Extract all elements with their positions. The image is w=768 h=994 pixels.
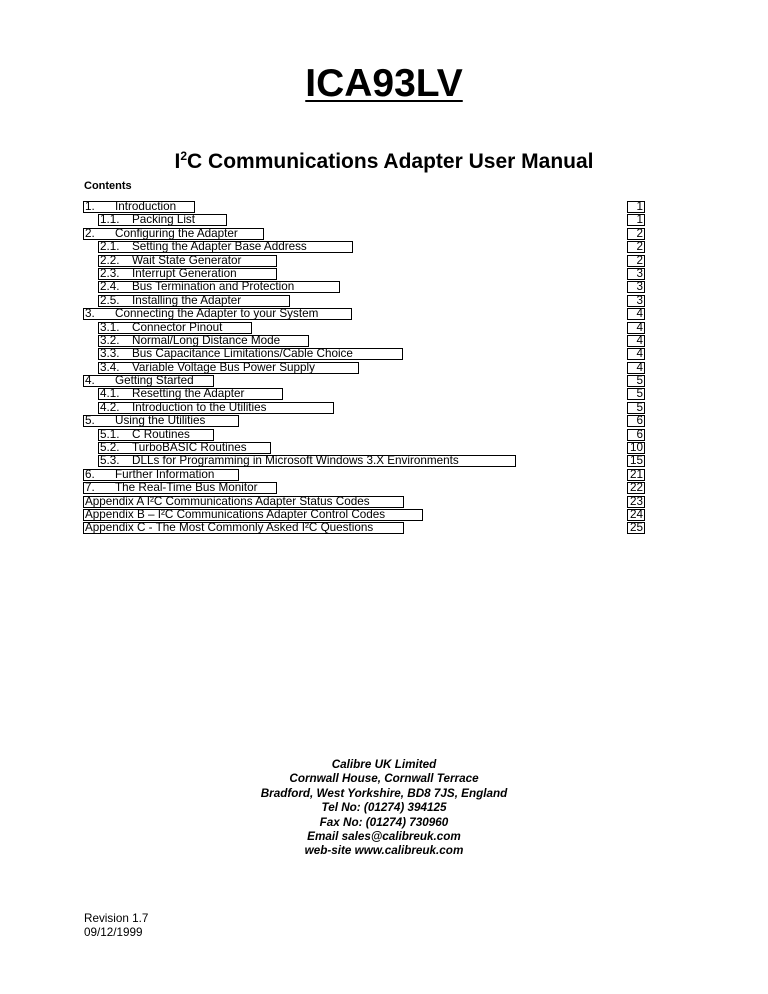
toc-entry[interactable]	[83, 388, 645, 401]
toc-entry-label: Installing the Adapter	[132, 293, 242, 307]
toc-entry-number: 3.3.	[100, 347, 120, 361]
toc-entry-label: Wait State Generator	[132, 253, 242, 267]
toc-entry-number: 5.	[85, 414, 95, 428]
toc-entry-page-number: 4	[636, 307, 643, 321]
toc-entry-page-number: 21	[629, 467, 643, 481]
toc-entry[interactable]	[83, 281, 645, 294]
toc-entry[interactable]	[83, 429, 645, 442]
subtitle-rest: C Communications Adapter User Manual	[187, 150, 594, 173]
toc-entry-number: 2.4.	[100, 280, 120, 294]
toc-entry-number: 3.	[85, 307, 95, 321]
toc-entry[interactable]	[83, 496, 645, 509]
toc-entry-label: Bus Capacitance Limitations/Cable Choice	[132, 347, 353, 361]
toc-entry-label: Appendix B – I²C Communications Adapter Control Codes	[85, 507, 386, 521]
toc-entry[interactable]	[83, 442, 645, 455]
contents-heading: Contents	[84, 180, 132, 192]
toc-entry-label: The Real-Time Bus Monitor	[115, 481, 258, 495]
toc-entry-number: 5.3.	[100, 454, 120, 468]
toc-entry[interactable]	[83, 268, 645, 281]
table-of-contents	[83, 201, 645, 536]
toc-entry-page-number: 4	[636, 347, 643, 361]
toc-entry-page-number: 15	[629, 454, 643, 468]
toc-entry-label: Using the Utilities	[115, 414, 206, 428]
document-subtitle	[0, 150, 768, 174]
toc-entry[interactable]	[83, 295, 645, 308]
toc-entry[interactable]	[83, 509, 645, 522]
toc-entry-page-number: 2	[636, 253, 643, 267]
revision-block	[84, 912, 148, 941]
toc-entry-page-number: 5	[636, 387, 643, 401]
toc-entry-number: 2.3.	[100, 266, 120, 280]
revision-date: 09/12/1999	[84, 926, 143, 940]
toc-entry-page-number: 10	[629, 441, 643, 455]
toc-entry-label: Configuring the Adapter	[115, 226, 238, 240]
toc-entry-page-number: 4	[636, 333, 643, 347]
toc-entry-label: Introduction	[115, 200, 177, 213]
address-line-1: Cornwall House, Cornwall Terrace	[289, 772, 479, 786]
toc-entry[interactable]	[83, 335, 645, 348]
toc-entry-page-number: 6	[636, 427, 643, 441]
toc-entry-label: Appendix A I²C Communications Adapter Status Codes	[85, 494, 370, 508]
toc-entry-label: Interrupt Generation	[132, 266, 237, 280]
address-line-2: Bradford, West Yorkshire, BD8 7JS, England	[260, 786, 508, 800]
toc-entry-label: Connecting the Adapter to your System	[115, 307, 319, 321]
toc-entry-number: 1.1.	[100, 213, 120, 227]
toc-entry[interactable]	[83, 455, 645, 468]
toc-entry-page-number: 3	[636, 280, 643, 294]
subtitle-superscript: 2	[180, 149, 188, 163]
toc-entry[interactable]	[83, 362, 645, 375]
toc-entry-number: 5.2.	[100, 441, 120, 455]
toc-entry-page-number: 25	[629, 521, 643, 535]
toc-entry-label: Appendix C - The Most Commonly Asked I²C Questions	[85, 521, 374, 535]
toc-entry-page-number: 3	[636, 293, 643, 307]
toc-entry-number: 6.	[85, 467, 95, 481]
toc-entry-page-number: 4	[636, 320, 643, 334]
toc-entry-label: Packing List	[132, 213, 196, 227]
telephone: Tel No: (01274) 394125	[321, 801, 447, 815]
toc-entry[interactable]	[83, 348, 645, 361]
toc-entry-number: 2.1.	[100, 240, 120, 254]
toc-entry-page-number: 1	[636, 200, 643, 213]
toc-entry-label: TurboBASIC Routines	[132, 441, 247, 455]
toc-entry[interactable]	[83, 241, 645, 254]
toc-entry-page-number: 2	[636, 240, 643, 254]
toc-entry[interactable]	[83, 415, 645, 428]
toc-entry-label: Variable Voltage Bus Power Supply	[132, 360, 315, 374]
toc-entry[interactable]	[83, 375, 645, 388]
toc-entry[interactable]	[83, 469, 645, 482]
toc-entry-page-number: 6	[636, 414, 643, 428]
toc-entry-page-number: 1	[636, 213, 643, 227]
revision-label: Revision 1.7	[84, 912, 149, 925]
company-address-block	[0, 758, 768, 859]
toc-entry[interactable]	[83, 322, 645, 335]
toc-entry-label: Getting Started	[115, 374, 194, 388]
toc-entry-page-number: 3	[636, 266, 643, 280]
toc-entry[interactable]	[83, 482, 645, 495]
toc-entry[interactable]	[83, 522, 645, 535]
toc-entry-number: 3.1.	[100, 320, 120, 334]
toc-entry[interactable]	[83, 402, 645, 415]
toc-entry-page-number: 23	[629, 494, 643, 508]
toc-entry-page-number: 22	[629, 481, 643, 495]
toc-entry-number: 2.	[85, 226, 95, 240]
email: Email sales@calibreuk.com	[307, 830, 461, 844]
toc-entry[interactable]	[83, 201, 645, 214]
toc-entry-number: 2.5.	[100, 293, 120, 307]
toc-entry-label: Bus Termination and Protection	[132, 280, 295, 294]
toc-entry-number: 3.4.	[100, 360, 120, 374]
toc-entry-label: Setting the Adapter Base Address	[132, 240, 307, 254]
toc-entry-label: Normal/Long Distance Mode	[132, 333, 281, 347]
website: web-site www.calibreuk.com	[304, 844, 464, 858]
company-name: Calibre UK Limited	[331, 758, 437, 771]
toc-entry-label: Resetting the Adapter	[132, 387, 245, 401]
toc-entry-page-number: 24	[629, 507, 643, 521]
toc-entry-label: Introduction to the Utilities	[132, 400, 267, 414]
toc-entry-number: 4.2.	[100, 400, 120, 414]
toc-entry-number: 2.2.	[100, 253, 120, 267]
toc-entry-label: Further Information	[115, 467, 215, 481]
toc-entry[interactable]	[83, 255, 645, 268]
toc-entry-page-number: 2	[636, 226, 643, 240]
toc-entry-page-number: 5	[636, 400, 643, 414]
toc-entry-label: DLLs for Programming in Microsoft Windows 3.X Environments	[132, 454, 459, 468]
toc-entry-number: 5.1.	[100, 427, 120, 441]
document-title: ICA93LV	[305, 62, 463, 105]
toc-entry[interactable]	[83, 308, 645, 321]
toc-entry-number: 4.1.	[100, 387, 120, 401]
toc-entry-number: 7.	[85, 481, 95, 495]
subtitle-prefix: I	[174, 150, 181, 173]
toc-entry-number: 1.	[85, 200, 95, 213]
fax: Fax No: (01274) 730960	[319, 815, 449, 829]
toc-entry-page-number: 5	[636, 374, 643, 388]
toc-entry-number: 3.2.	[100, 333, 120, 347]
toc-entry-label: C Routines	[132, 427, 190, 441]
toc-entry-page-number: 4	[636, 360, 643, 374]
toc-entry-label: Connector Pinout	[132, 320, 223, 334]
toc-entry-number: 4.	[85, 374, 95, 388]
toc-entry[interactable]	[83, 214, 645, 227]
toc-entry[interactable]	[83, 228, 645, 241]
